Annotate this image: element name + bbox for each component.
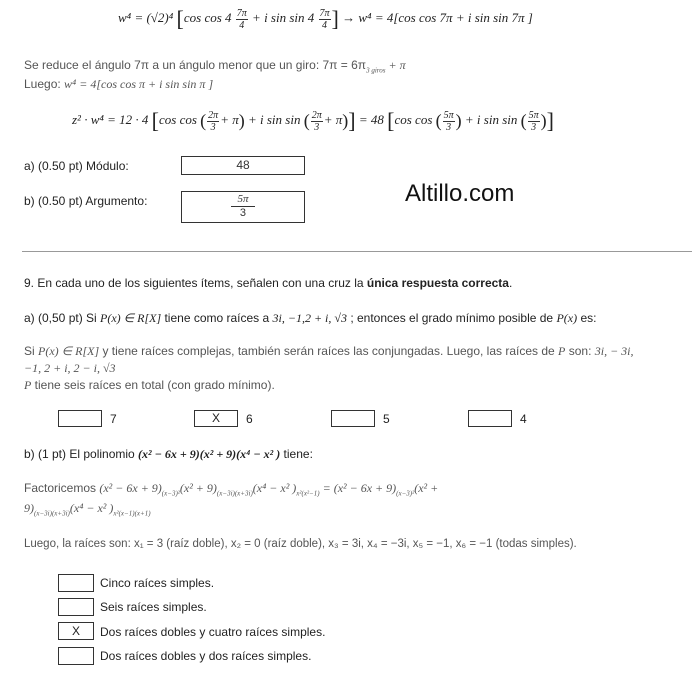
fact2-u2: x²(x−1)(x+1) (113, 509, 151, 518)
expl-son: son: (565, 344, 595, 358)
frac-den: 4 (322, 19, 328, 31)
eq2-plus-pi: + π (323, 111, 343, 127)
q9b-end: tiene: (280, 447, 313, 461)
equation-z2w4: z² · w⁴ = 12 · 4 [cos cos ( $\frac{2\pi}{3}$ + π) + i sin sin ( $\frac{2\pi}{3}$ + π)] = 48 [cos cos ( $\frac{5\pi}{3}$ ) + i sin sin ( $\frac{5\pi}{3}$ )] (72, 108, 554, 133)
frac-num: 2π (208, 109, 219, 121)
modulo-label: a) (0.50 pt) Módulo: (24, 159, 129, 173)
eq2-frac2b (528, 110, 540, 133)
eq1-frac-a (236, 8, 248, 31)
q9a-math3: P(x) (556, 311, 578, 325)
fact-eq: = (x² − 6x + 9) (319, 481, 397, 495)
q9a-math1: P(x) ∈ R[X] (100, 311, 162, 325)
q9b-option-label: Dos raíces dobles y cuatro raíces simples. (100, 625, 326, 639)
q9a-option-label: 5 (383, 412, 390, 426)
frac-den: 4 (239, 19, 245, 31)
reduce-brace: 3 giros (366, 66, 386, 75)
eq2-frac2 (443, 110, 455, 133)
option-mark: X (71, 624, 80, 638)
q9a-prefix: a) (0,50 pt) Si (24, 311, 101, 325)
reduce-text: Se reduce el ángulo 7π a un ángulo menor que un giro: 7π = 6π (24, 58, 367, 72)
fact-p4: (x² + (414, 481, 439, 495)
expl3-P: P (24, 378, 32, 392)
modulo-value: 48 (236, 158, 250, 172)
q9a-explanation-line3 (24, 378, 275, 393)
eq1-isin: + i sin sin 4 (252, 9, 315, 25)
fact-p2: (x² + 9) (179, 481, 217, 495)
eq1-rhs: → w⁴ = 4[cos cos 7π + i sin sin 7π ] (342, 9, 533, 25)
q9a-end: es: (577, 311, 597, 325)
frac-num: 5π (528, 109, 539, 121)
frac-num: 2π (311, 109, 322, 121)
watermark-text: Altillo.com (405, 180, 515, 207)
q9b-option-checkbox[interactable] (58, 574, 94, 592)
q9a-question (24, 311, 596, 326)
fact-p1: (x² − 6x + 9) (99, 481, 162, 495)
fact-u1: (x−3)² (161, 489, 180, 498)
q9b-factorization-line2 (24, 501, 151, 521)
fact-prefix: Factoricemos (24, 481, 100, 495)
equation-w4: w⁴ = (√2)⁴ [cos cos 4 $\frac{7\pi}{4}$ + i sin sin 4 $\frac{7\pi}{4}$ ] → w⁴ = 4[cos cos 7π + i sin sin 7π ] (118, 6, 533, 31)
q9b-option-checkbox[interactable] (58, 598, 94, 616)
section-divider (22, 251, 692, 252)
eq1-cos: cos cos 4 (183, 9, 232, 25)
expl-roots: 3i, − 3i, (594, 344, 634, 358)
q9a-math2: 3i, −1,2 + i, √3 (272, 311, 347, 325)
expl-text: y tiene raíces complejas, también serán raíces las conjungadas. Luego, las raíces de (99, 344, 559, 358)
argumento-label: b) (0.50 pt) Argumento: (24, 194, 148, 208)
frac-num: 5π (443, 109, 454, 121)
argumento-den: 3 (239, 207, 247, 219)
luego-w4-text (24, 77, 213, 92)
fact-p3: (x⁴ − x² ) (252, 481, 297, 495)
q9a-option-checkbox[interactable] (58, 410, 102, 427)
frac-den: 3 (210, 121, 216, 133)
eq2-plus-pi: + π (220, 111, 239, 127)
q9b-option-checkbox[interactable] (58, 647, 94, 665)
expl-P: P (558, 344, 566, 358)
frac-num: 7π (319, 7, 330, 19)
fact-u2: (x−3i)(x+3i) (216, 489, 253, 498)
option-mark: X (211, 411, 220, 425)
fact2-p2: (x⁴ − x² ) (69, 501, 114, 515)
frac-den: 3 (531, 121, 537, 133)
q9a-option-label: 6 (246, 412, 253, 426)
q9a-option-checkbox[interactable] (331, 410, 375, 427)
fact2-u1: (x−3i)(x+3i) (34, 509, 70, 518)
expl-math: P(x) ∈ R[X] (38, 344, 100, 358)
q9b-option-label: Seis raíces simples. (100, 600, 207, 614)
q9b-factorization-line1 (24, 481, 438, 501)
q9a-option-label: 4 (520, 412, 527, 426)
fact2-p1: 9) (24, 501, 34, 515)
eq2-isin: + i sin sin (247, 111, 301, 127)
eq2-frac1 (207, 110, 219, 133)
q9b-option-label: Dos raíces dobles y dos raíces simples. (100, 649, 312, 663)
q9a-explanation-line2: −1, 2 + i, 2 − i, √3 (24, 361, 116, 375)
reduce-tail: + π (385, 58, 406, 72)
q9a-option-checkbox[interactable] (468, 410, 512, 427)
modulo-answer-box (181, 156, 305, 175)
eq2-isin: + i sin sin (464, 111, 518, 127)
q9b-math: (x² − 6x + 9)(x² + 9)(x⁴ − x² ) (138, 447, 281, 461)
luego-prefix: Luego: (24, 77, 65, 91)
eq2-cos: cos cos (394, 111, 433, 127)
q9a-explanation-line1 (24, 344, 634, 359)
argumento-fraction (231, 193, 254, 220)
q9a-option-label: 7 (110, 412, 117, 426)
q9-intro (24, 276, 512, 291)
q9-intro-bold: única respuesta correcta (366, 276, 509, 290)
luego-math: w⁴ = 4[cos cos π + i sin sin π ] (64, 77, 214, 91)
argumento-answer-box (181, 191, 305, 223)
eq2-eq48: = 48 (358, 111, 384, 127)
q9b-roots-summary: Luego, la raíces son: x₁ = 3 (raíz doble), x₂ = 0 (raíz doble), x₃ = 3i, x₄ = −3i, x₅ = −1, x₆ = −1 (todas simples). (24, 538, 577, 550)
q9b-prefix: b) (1 pt) El polinomio (24, 447, 139, 461)
q9b-option-checkbox[interactable] (58, 622, 94, 640)
eq2-cos: cos cos (159, 111, 197, 127)
q9-intro-prefix: 9. En cada uno de los siguientes ítems, señalen con una cruz la (24, 276, 367, 290)
eq1-lhs: w⁴ = (√2)⁴ (118, 9, 174, 25)
expl3-text: tiene seis raíces en total (con grado mínimo). (31, 378, 275, 392)
argumento-num: 5π (231, 193, 254, 207)
q9-intro-suffix: . (508, 276, 513, 290)
eq2-lhs: z² · w⁴ = 12 · 4 (72, 111, 149, 127)
fact-u4: (x−3)² (396, 489, 415, 498)
expl-prefix: Si (24, 344, 39, 358)
q9a-mid: tiene como raíces a (161, 311, 273, 325)
frac-den: 3 (314, 121, 320, 133)
eq1-frac-b (319, 8, 331, 31)
frac-num: 7π (236, 7, 247, 19)
q9a-mid2: ; entonces el grado mínimo posible de (346, 311, 557, 325)
frac-den: 3 (446, 121, 452, 133)
eq2-frac1b (311, 110, 323, 133)
fact-u3: x²(x²−1) (296, 489, 320, 498)
q9b-option-label: Cinco raíces simples. (100, 576, 215, 590)
q9a-option-checkbox[interactable] (194, 410, 238, 427)
q9b-question (24, 447, 313, 462)
reduce-angle-text (24, 58, 406, 78)
